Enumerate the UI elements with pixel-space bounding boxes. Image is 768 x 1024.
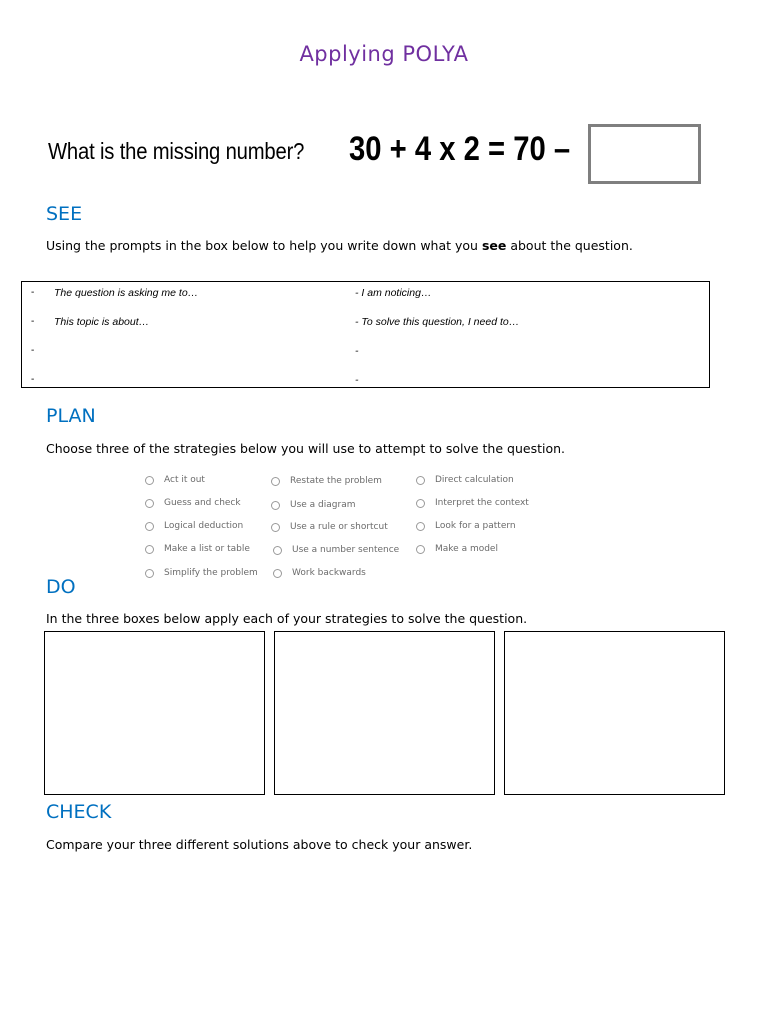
strategy-option[interactable] [271,522,388,532]
strategy-label: Logical deduction [164,521,244,531]
strategy-label: Restate the problem [290,476,382,486]
strategy-option[interactable] [273,545,399,555]
see-heading: SEE [46,203,83,225]
radio-icon[interactable] [416,476,425,485]
strategy-label: Simplify the problem [164,568,258,578]
strategy-options [140,470,560,585]
do-heading: DO [46,576,76,598]
strategy-work-box-3[interactable] [504,631,725,795]
strategy-option[interactable] [416,521,516,531]
radio-icon[interactable] [145,522,154,531]
strategy-option[interactable] [416,475,514,485]
radio-icon[interactable] [145,476,154,485]
see-prompt-box[interactable] [21,281,710,388]
strategy-label: Work backwards [292,568,366,578]
strategy-label: Look for a pattern [435,521,516,531]
strategy-work-box-1[interactable] [44,631,265,795]
plan-instruction: Choose three of the strategies below you will use to attempt to solve the question. [46,441,566,456]
answer-box[interactable] [588,124,701,184]
question-text: What is the missing number? [48,138,305,164]
radio-icon[interactable] [145,569,154,578]
plan-heading: PLAN [46,405,96,427]
strategy-option[interactable] [273,568,366,578]
strategy-label: Use a number sentence [292,545,400,555]
strategy-label: Direct calculation [435,475,514,485]
prompt-right-1: - I am noticing… [355,287,432,299]
prompt-left-1: The question is asking me to… [54,287,199,299]
see-instruction-post: about the question. [506,238,633,253]
strategy-label: Act it out [164,475,205,485]
bullet-dash: - [31,316,35,327]
prompt-right-3: - [355,345,359,357]
check-heading: CHECK [46,801,112,823]
strategy-option[interactable] [271,476,382,486]
see-instruction-pre: Using the prompts in the box below to help you write down what you [46,238,482,253]
strategy-option[interactable] [145,521,243,531]
see-instruction-bold: see [481,238,507,253]
strategy-option[interactable] [145,568,258,578]
check-instruction: Compare your three different solutions above to check your answer. [46,837,473,852]
page-title: Applying POLYA [299,42,469,66]
radio-icon[interactable] [271,477,280,486]
strategy-label: Use a rule or shortcut [290,522,388,532]
strategy-label: Make a list or table [164,544,250,554]
bullet-dash: - [31,374,35,385]
strategy-label: Guess and check [164,498,241,508]
prompt-right-4: - [355,374,359,386]
bullet-dash: - [31,345,35,356]
strategy-label: Use a diagram [290,500,356,510]
bullet-dash: - [31,287,35,298]
radio-icon[interactable] [145,545,154,554]
strategy-option[interactable] [271,500,355,510]
radio-icon[interactable] [273,546,282,555]
strategy-option[interactable] [145,475,205,485]
strategy-label: Interpret the context [435,498,529,508]
strategy-option[interactable] [145,498,241,508]
radio-icon[interactable] [273,569,282,578]
radio-icon[interactable] [416,522,425,531]
radio-icon[interactable] [145,499,154,508]
strategy-option[interactable] [145,544,250,554]
do-instruction: In the three boxes below apply each of your strategies to solve the question. [46,611,528,626]
radio-icon[interactable] [271,523,280,532]
see-instruction [46,238,633,253]
equation: 30 + 4 x 2 = 70 – [349,130,571,168]
strategy-work-box-2[interactable] [274,631,495,795]
radio-icon[interactable] [416,545,425,554]
strategy-option[interactable] [416,498,529,508]
prompt-left-2: This topic is about… [54,316,150,328]
radio-icon[interactable] [416,499,425,508]
strategy-option[interactable] [416,544,498,554]
question-row [46,124,726,190]
prompt-right-2: - To solve this question, I need to… [355,316,520,328]
radio-icon[interactable] [271,501,280,510]
strategy-label: Make a model [435,544,498,554]
